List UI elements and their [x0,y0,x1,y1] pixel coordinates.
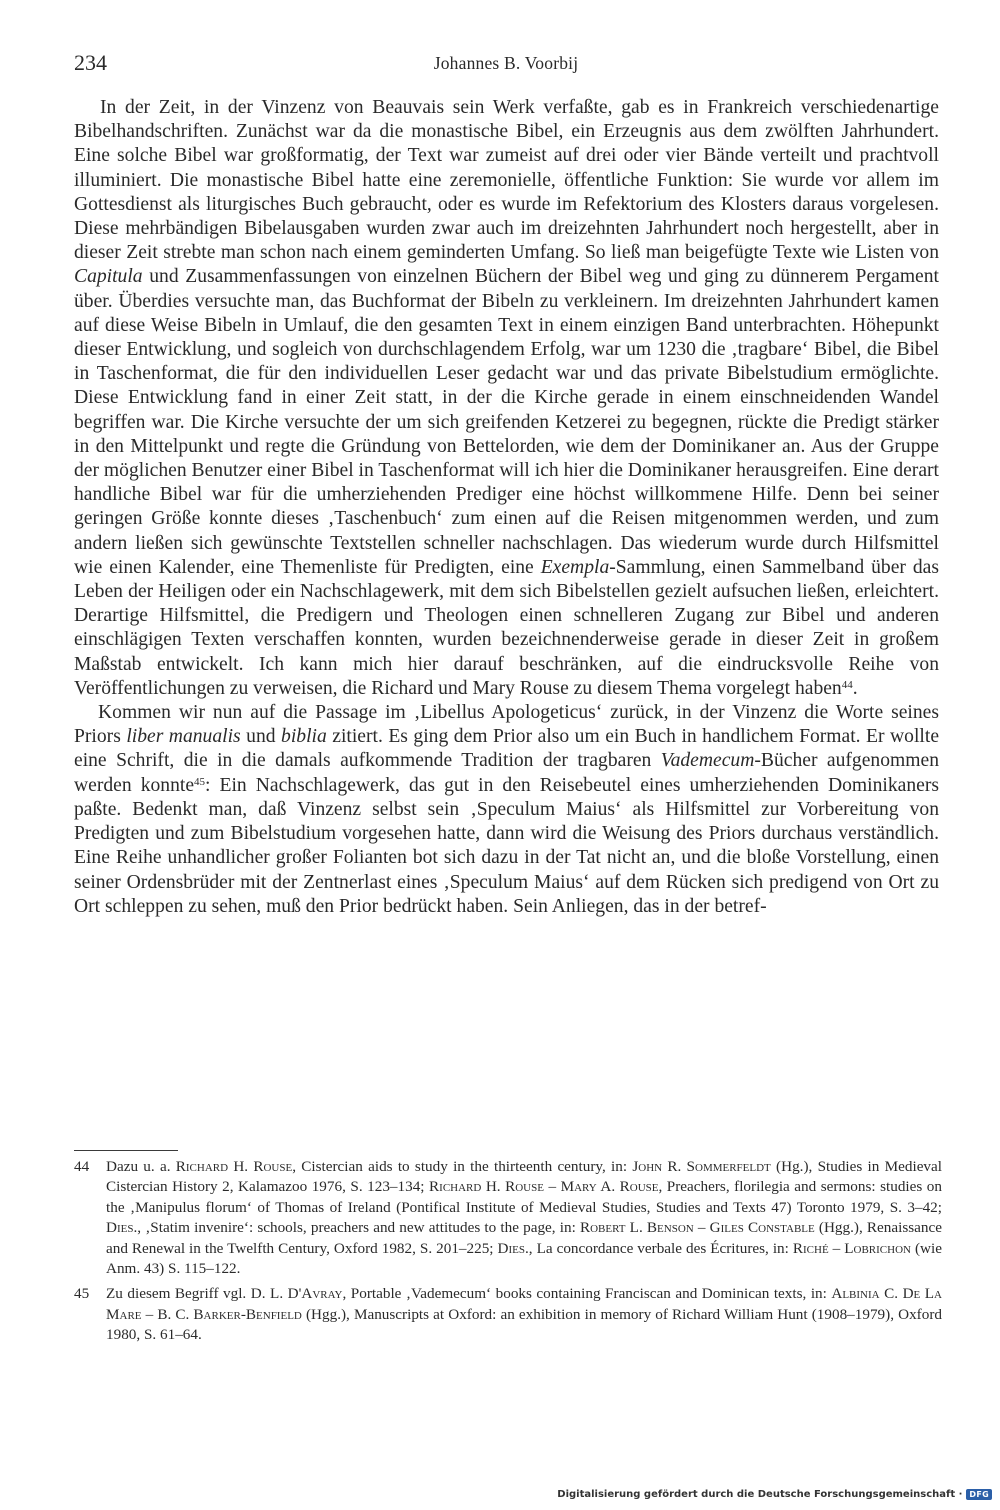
author-name: Richard H. Rouse [175,1158,293,1175]
footnotes [74,1157,942,1346]
text-span: , Preachers, florilegia and sermons: studies on the ‚Manipulus florum‘ of Thomas of Ireland (Pontifical Institute of Medieval Studies, Studies and Texts 47) Toronto 1979, S. 3–42; [106,1178,942,1216]
italic-term: Exempla [540,556,610,578]
text-span: : Ein Nachschlagewerk, das gut in den Reisebeutel eines umherziehenden Dominikaners paßte. Bedenkt man, daß Vinzenz selbst sein ‚Speculum Maius‘ als Hilfsmittel zur Vorbereitung von Predigten und zum Bibelstudium vorgesehen hatte, dann wird die Weisung des Priors durchaus verständlich. Eine Reihe unhandlicher großer Folianten bot sich dazu in der Tat nicht an, und die bloße Vorstellung, einen seiner Ordensbrüder mit der Zentnerlast eines ‚Speculum Maius‘ auf dem Rücken sich predigend von Ort zu Ort schleppen zu sehen, muß den Prior bedrückt haben. Sein Anliegen, das in der betref- [74,774,939,917]
footnote-ref-44[interactable]: 44 [841,678,853,691]
text-span: und [240,726,282,748]
text-span: , ‚Statim invenire‘: schools, preachers and new attitudes to the page, in: [137,1219,580,1237]
text-span: . [852,677,858,699]
text-span: Kommen wir nun auf die Passage im ‚Libellus Apologeticus‘ zurück, in der Vinzenz die Worte seines Priors [74,702,939,748]
footnote-text [106,1285,942,1343]
footnote-number: 44 [74,1158,90,1175]
author-name: Riché – Lobrichon [792,1239,911,1257]
text-span: , Portable ‚Vademecum‘ books containing Franciscan and Dominican texts, in: [342,1285,832,1303]
author-name: Robert L. Benson – Giles Constable [579,1219,815,1237]
text-span: , Cistercian aids to study in the thirteenth century, in: [292,1158,633,1175]
footnote-45 [74,1284,942,1345]
body-text [74,96,939,919]
page-header [74,50,938,76]
author-name: Dies. [497,1239,529,1257]
text-span: (Hgg.), Manuscripts at Oxford: an exhibition in memory of Richard William Hunt (1908–1979), Oxford 1980, S. 61–64. [106,1305,942,1344]
paragraph-1 [74,96,939,701]
text-span: und Zusammenfassungen von einzelnen Büchern der Bibel weg und ging zu dünnerem Pergament über. Überdies versuchte man, das Buchformat der Bibeln zu verkleinern. Im dreizehnten Jahrhundert kamen auf diese Weise Bibeln in Umlauf, die den gesamten Text in einem einzigen Band unterbrachten. Höhepunkt dieser Entwicklung, und sogleich von durchschlagendem Erfolg, war um 1230 die ‚tragbare‘ Bibel, die Bibel in Taschenformat, die für den individuellen Leser gedacht war und das private Bibelstudium ermöglichte. Diese Entwicklung fand in einer Zeit statt, in der die Kirche gerade in einem einschneidenden Wandel begriffen war. Die Kirche versuchte der um sich greifenden Ketzerei zu begegnen, rückte die Predigt stärker in den Mittelpunkt und regte die Gründung von Bettelorden, wie dem der Dominikaner an. Aus der Gruppe der möglichen Benutzer einer Bibel in Taschenformat will ich hier die Dominikaner herausgreifen. Eine derart handliche Bibel war für die umherziehenden Prediger eine höchst willkommene Hilfe. Denn bei seiner geringen Größe konnte dieses ‚Taschenbuch‘ zum einen auf die Reisen mitgenommen werden, und zum andern ließen sich gewünschte Textstellen schneller nachschlagen. Das wiederum wurde durch Hilfsmittel wie einen Kalender, eine Themenliste für Predigten, eine [74,266,939,578]
dfg-logo: DFG [966,1489,992,1500]
paragraph-2 [74,701,939,919]
text-span: (wie Anm. 43) S. 115–122. [106,1239,942,1278]
italic-term: liber manualis [126,726,241,748]
text-span: zitiert. Es ging dem Prior also um ein Buch in handlichem Format. Er wollte eine Schrift, die in die damals aufkommende Tradition der tragbaren [74,726,940,772]
text-span: Zu diesem Begriff vgl. [106,1285,251,1303]
footnote-44 [74,1157,942,1279]
footnote-number: 45 [74,1285,90,1303]
italic-term: biblia [281,726,327,748]
author-name: John R. Sommerfeldt [632,1158,771,1175]
text-span: (Hg.), Studies in Medieval Cistercian History 2, Kalamazoo 1976, S. 123–134; [106,1158,942,1196]
author-name: Richard H. Rouse – Mary A. Rouse [429,1178,659,1196]
text-span: In der Zeit, in der Vinzenz von Beauvais sein Werk verfaßte, gab es in Frankreich verschiedenartige Bibelhandschriften. Zunächst war da die monastische Bibel, ein Erzeugnis aus dem zwölften Jahrhundert. Eine solche Bibel war großformatig, der Text war zumeist auf drei oder vier Bände verteilt und prachtvoll illuminiert. Die monastische Bibel hatte eine zeremonielle, öffentliche Funktion: Sie wurde vor allem im Gottesdienst als liturgisches Buch gebraucht, oder es wurde im Refektorium des Klosters daraus vorgelesen. Diese mehrbändigen Bibelausgaben wurden zwar auch im dreizehnten Jahrhundert noch hergestellt, aber in dieser Zeit strebte man schon nach einem geminderten Umfang. So ließ man beigefügte Texte wie Listen von [74,97,939,264]
italic-term: Capitula [74,266,143,288]
text-span: (Hgg.), Renaissance and Renewal in the Twelfth Century, Oxford 1982, S. 201–225; [106,1219,942,1257]
author-name: Dies. [106,1219,138,1237]
text-span: -Bücher aufgenommen werden konnte [74,750,939,796]
text-span: , La concordance verbale des Écritures, in: [528,1239,793,1257]
footnote-divider [74,1150,178,1151]
text-span: -Sammlung, einen Sammelband über das Leben der Heiligen oder ein Nachschlagewerk, mit dem sich Bibelstellen gezielt aufsuchen ließen, erleichtert. Derartige Hilfsmittel, die Predigern und Theologen einen schnelleren Zugang zur Bibel und anderen einschlägigen Texten verschaffen konnten, wurden bezeichnenderweise gerade in dieser Zeit in großem Maßstab entwickelt. Ich kann mich hier darauf beschränken, auf die eindrucksvolle Reihe von Veröffentlichungen zu verweisen, die Richard und Mary Rouse zu diesem Thema vorgelegt haben [74,556,939,699]
footnote-text [106,1158,942,1277]
page-number: 234 [74,50,107,75]
author-name: Albinia C. De La Mare – B. C. Barker-Benfield [106,1285,943,1323]
footnote-ref-45[interactable]: 45 [194,775,206,788]
author-name: D. L. D'Avray [250,1285,343,1303]
credit-text: Digitalisierung gefördert durch die Deutsche Forschungsgemeinschaft · [557,1489,963,1500]
italic-term: Vademecum [660,750,755,772]
running-head: Johannes B. Voorbij [433,53,579,73]
digitization-credit [557,1489,992,1500]
text-span: Dazu u. a. [106,1158,176,1175]
